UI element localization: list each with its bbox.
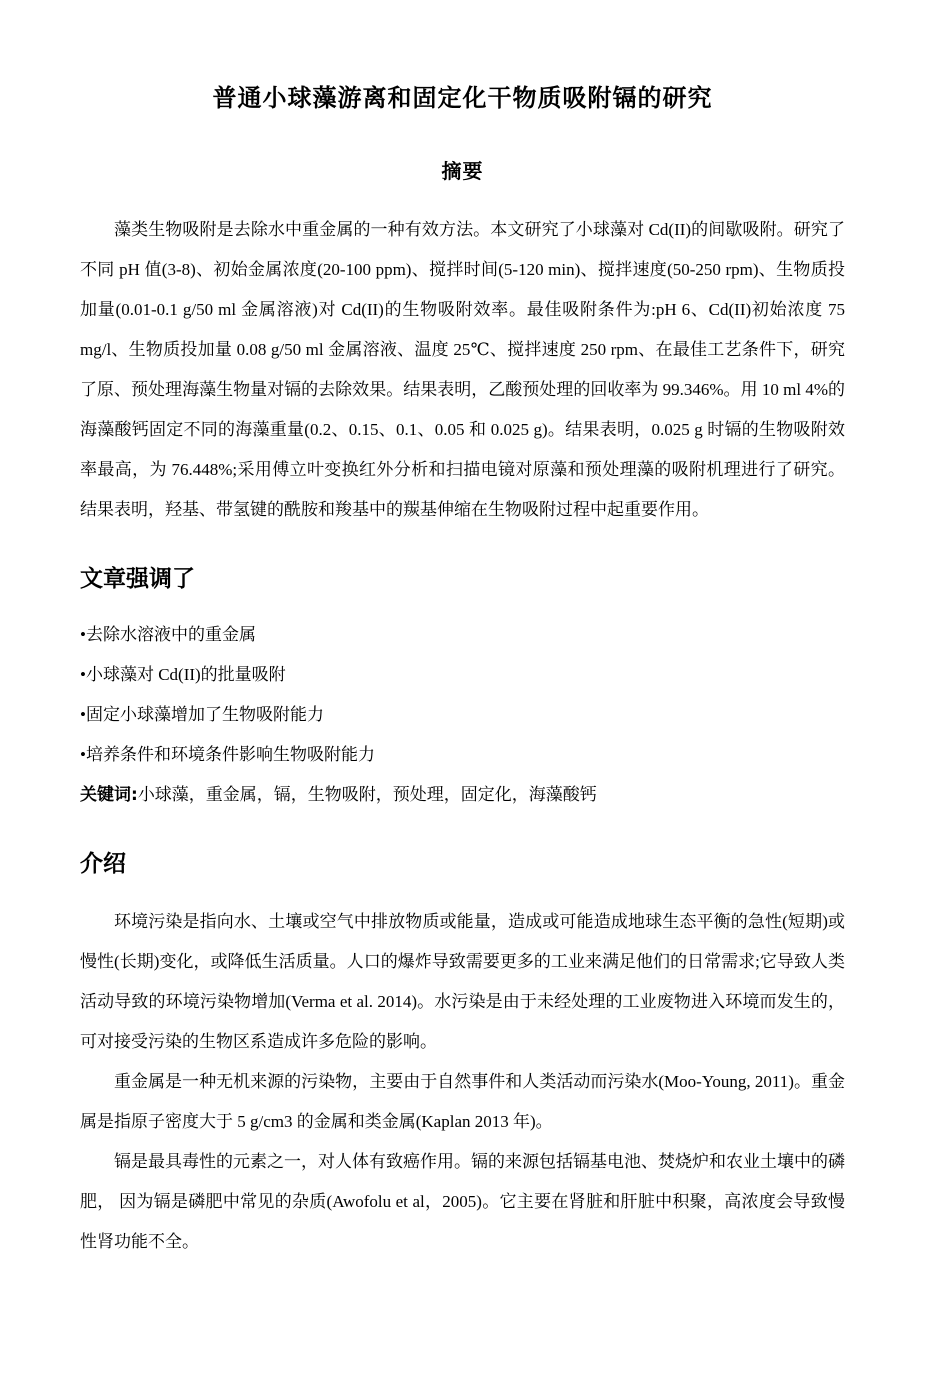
keywords-line — [80, 775, 845, 815]
intro-heading: 介绍 — [80, 851, 126, 877]
bullet-marker: • — [80, 705, 86, 724]
highlight-item — [80, 655, 845, 695]
paper-title: 普通小球藻游离和固定化干物质吸附镉的研究 — [212, 84, 713, 112]
bullet-marker: • — [80, 665, 86, 684]
abstract-heading: 摘要 — [441, 159, 484, 183]
highlight-text: 去除水溶液中的重金属 — [85, 625, 256, 644]
intro-paragraph-3: 镉是最具毒性的元素之一，对人体有致癌作用。镉的来源包括镉基电池、焚烧炉和农业土壤中的磷肥， 因为镉是磷肥中常见的杂质(Awofolu et al，2005)。它主要在肾脏和肝脏中积聚，高浓度会导致慢性肾功能不全。 — [80, 1152, 845, 1251]
highlights-heading: 文章强调了 — [80, 566, 195, 592]
highlight-text: 小球藻对 Cd(II)的批量吸附 — [85, 665, 286, 684]
highlights-list — [80, 615, 845, 775]
highlight-text: 固定小球藻增加了生物吸附能力 — [85, 705, 324, 724]
bullet-marker: • — [80, 745, 86, 764]
highlight-item — [80, 695, 845, 735]
intro-paragraph-1: 环境污染是指向水、土壤或空气中排放物质或能量，造成或可能造成地球生态平衡的急性(短期)或慢性(长期)变化，或降低生活质量。人口的爆炸导致需要更多的工业来满足他们的日常需求;它导致人类活动导致的环境污染物增加(Verma et al. 2014)。水污染是由于未经处理的工业废物进入环境而发生的，可对接受污染的生物区系造成许多危险的影响。 — [80, 912, 845, 1051]
highlight-text: 培养条件和环境条件影响生物吸附能力 — [85, 745, 375, 764]
highlight-item — [80, 615, 845, 655]
highlight-item — [80, 735, 845, 775]
intro-paragraph-2: 重金属是一种无机来源的污染物，主要由于自然事件和人类活动而污染水(Moo-Young, 2011)。重金属是指原子密度大于 5 g/cm3 的金属和类金属(Kaplan 2013 年)。 — [80, 1072, 845, 1131]
abstract-paragraph: 藻类生物吸附是去除水中重金属的一种有效方法。本文研究了小球藻对 Cd(II)的间歇吸附。研究了不同 pH 值(3-8)、初始金属浓度(20-100 ppm)、搅拌时间(5-120 min)、搅拌速度(50-250 rpm)、生物质投加量(0.01-0.1 g/50 ml 金属溶液)对 Cd(II)的生物吸附效率。最佳吸附条件为:pH 6、Cd(II)初始浓度 75 mg/l、生物质投加量 0.08 g/50 ml 金属溶液、温度 25℃、搅拌速度 250 rpm、在最佳工艺条件下，研究了原、预处理海藻生物量对镉的去除效果。结果表明，乙酸预处理的回收率为 99.346%。用 10 ml 4%的海藻酸钙固定不同的海藻重量(0.2、0.15、0.1、0.05 和 0.025 g)。结果表明，0.025 g 时镉的生物吸附效率最高，为 76.448%;采用傅立叶变换红外分析和扫描电镜对原藻和预处理藻的吸附机理进行了研究。结果表明，羟基、带氢键的酰胺和羧基中的羰基伸缩在生物吸附过程中起重要作用。 — [80, 220, 845, 519]
bullet-marker: • — [80, 625, 86, 644]
keywords-label: 关键词: — [80, 785, 138, 805]
keywords-text: 小球藻，重金属，镉，生物吸附，预处理，固定化，海藻酸钙 — [137, 785, 597, 804]
